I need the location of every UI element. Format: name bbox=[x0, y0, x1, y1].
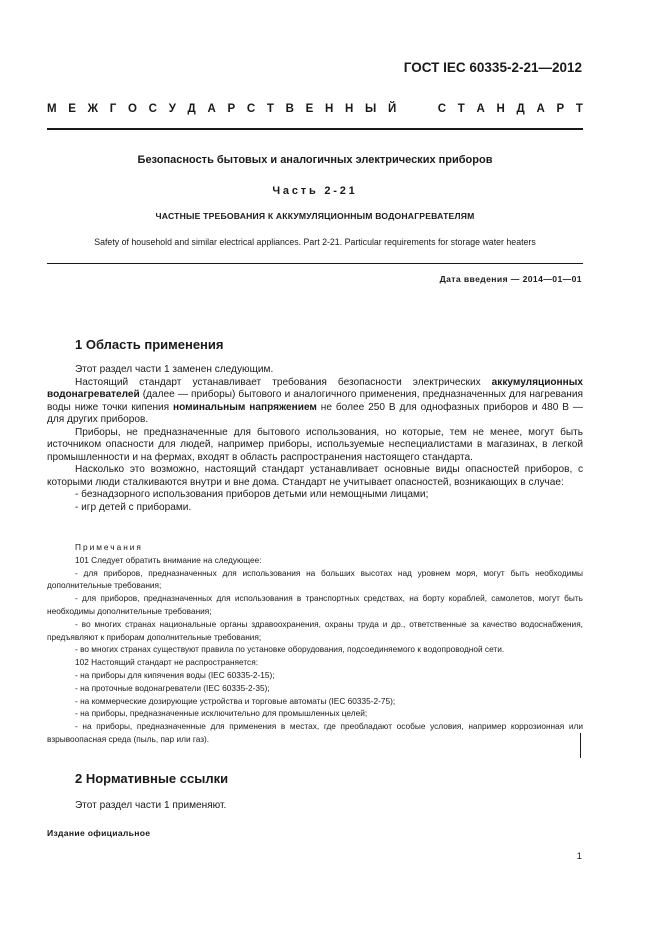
change-bar bbox=[580, 733, 581, 758]
note-item: 102 Настоящий стандарт не распространяется: bbox=[75, 657, 259, 668]
banner-letter: Т bbox=[575, 103, 583, 115]
top-rule bbox=[47, 128, 583, 130]
section-2-title: 2 Нормативные ссылки bbox=[75, 771, 229, 786]
banner-letter bbox=[423, 103, 426, 115]
paragraph: Этот раздел части 1 применяют. bbox=[75, 800, 227, 811]
official-edition-label: Издание официальное bbox=[47, 828, 151, 838]
title-rule bbox=[47, 263, 583, 264]
banner-letter: С bbox=[148, 103, 157, 115]
note-item: - на проточные водонагреватели (IEC 60335-2-35); bbox=[75, 682, 270, 693]
note-item: - на коммерческие дозирующие устройства и торговые автоматы (IEC 60335-2-75); bbox=[75, 695, 396, 706]
note-item: 101 Следует обратить внимание на следующее: bbox=[75, 554, 262, 565]
document-code: ГОСТ IEC 60335-2-21—2012 bbox=[403, 60, 582, 75]
banner-letter: У bbox=[168, 103, 176, 115]
banner-letter: В bbox=[285, 103, 294, 115]
banner-letter: С bbox=[246, 103, 256, 115]
banner-letter: Е bbox=[305, 103, 314, 115]
list-item: - безнадзорного использования приборов детьми или немощными лицами; bbox=[75, 489, 429, 500]
introduction-date: Дата введения — 2014—01—01 bbox=[439, 274, 582, 284]
note-item: - во многих странах национальные органы здравоохранения, охраны труда и др., ответственные за качество водоснабжения, предъявляют к приборам дополнительные требования; bbox=[47, 618, 583, 642]
section-1-body bbox=[47, 364, 583, 514]
banner-letter: Н bbox=[324, 103, 334, 115]
interstate-standard-banner bbox=[47, 103, 583, 115]
banner-letter: Р bbox=[227, 103, 236, 115]
list-item: - игр детей с приборами. bbox=[75, 501, 192, 513]
banner-letter: О bbox=[128, 103, 137, 115]
note-item: - на приборы, предназначенные для применения в местах, где преобладают особые условия, например коррозионная или взрывоопасная среда (пыль, пар или газ). bbox=[47, 721, 583, 744]
banner-letter: Т bbox=[266, 103, 274, 115]
section-2-body bbox=[47, 800, 583, 813]
banner-letter: А bbox=[207, 103, 216, 115]
paragraph: Приборы, не предназначенные для бытового использования, но которые, тем не менее, могут быть источником опасности для людей, например приборы, используемые неспециалистами в магазинах, в легкой промышленности и на фермах, входят в область распространения настоящего стандарта. bbox=[47, 426, 583, 463]
standard-subtitle: ЧАСТНЫЕ ТРЕБОВАНИЯ К АККУМУЛЯЦИОННЫМ ВОДОНАГРЕВАТЕЛЯМ bbox=[155, 211, 475, 221]
standard-part: Часть 2-21 bbox=[272, 185, 358, 197]
page-number: 1 bbox=[576, 851, 582, 862]
note-item: - во многих странах существуют правила по установке оборудования, подсоединяемого к водопроводной сети. bbox=[75, 644, 505, 655]
note-item: - на приборы для кипячения воды (IEC 60335-2-15); bbox=[75, 669, 275, 680]
standard-title: Безопасность бытовых и аналогичных электрических приборов bbox=[137, 154, 493, 166]
banner-letter bbox=[408, 103, 411, 115]
banner-letter: Д bbox=[187, 103, 196, 115]
banner-letter: Й bbox=[387, 103, 397, 115]
banner-letter: Е bbox=[68, 103, 76, 115]
section-1-title: 1 Область применения bbox=[75, 337, 224, 352]
banner-letter: Н bbox=[345, 103, 354, 115]
notes-label: Примечания bbox=[75, 542, 143, 552]
paragraph: Настоящий стандарт устанавливает требования безопасности электрических аккумуляционных водонагревателей (далее — приборы) бытового и аналогичного применения, предназначенных для нагревания воды ниже точки кипения номинальным напряжением не более 250 В для однофазных приборов и 480 В — для других приборов. bbox=[47, 376, 584, 425]
note-item: - для приборов, предназначенных для использования в транспортных средствах, на борту кораблей, самолетов, могут быть необходимы дополнительные требования; bbox=[47, 593, 583, 616]
english-title: Safety of household and similar electrical appliances. Part 2-21. Particular requirements for storage water heaters bbox=[94, 237, 536, 247]
banner-letter: Г bbox=[109, 103, 117, 115]
banner-letter: Д bbox=[516, 103, 525, 115]
banner-letter: А bbox=[536, 103, 545, 115]
banner-letter: М bbox=[47, 103, 57, 115]
paragraph: Насколько это возможно, настоящий стандарт устанавливает основные виды опасностей приборов, с которыми люди сталкиваются внутри и вне дома. Стандарт не учитывает опасностей, возникающих в случае: bbox=[47, 464, 583, 488]
paragraph: Этот раздел части 1 заменен следующим. bbox=[75, 364, 274, 375]
banner-letter: А bbox=[476, 103, 485, 115]
banner-letter: Ж bbox=[87, 103, 99, 115]
banner-letter: Н bbox=[496, 103, 505, 115]
banner-letter: Ы bbox=[365, 103, 377, 115]
banner-letter: Т bbox=[457, 103, 465, 115]
note-item: - для приборов, предназначенных для использования на больших высотах над уровнем моря, могут быть необходимы дополнительные требования; bbox=[47, 567, 583, 591]
notes-block bbox=[47, 541, 583, 746]
banner-letter: Р bbox=[556, 103, 565, 115]
note-item: - на приборы, предназначенные исключительно для промышленных целей; bbox=[75, 708, 368, 719]
banner-letter: С bbox=[437, 103, 447, 115]
